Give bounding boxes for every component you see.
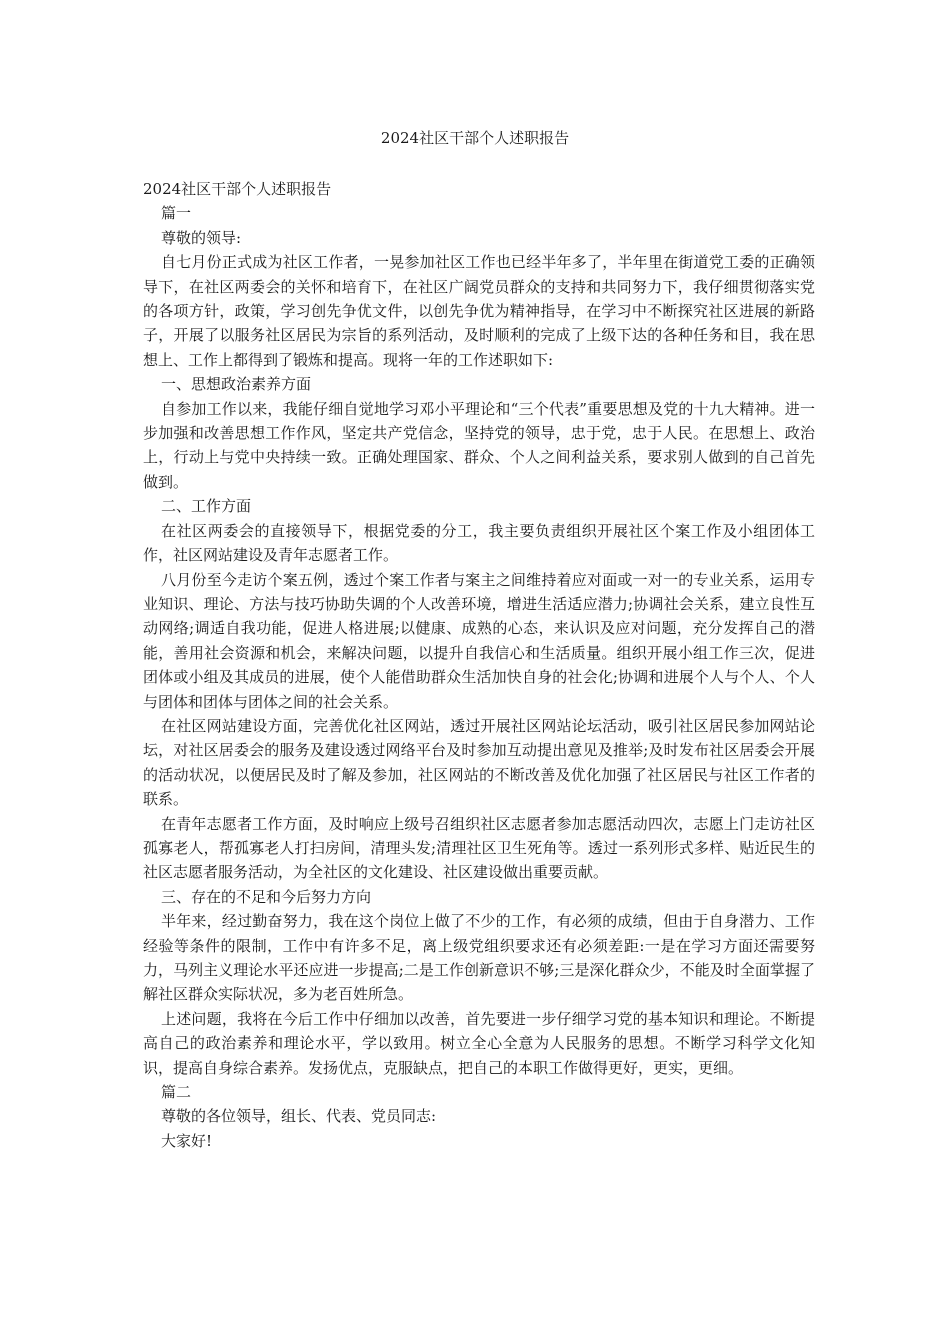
section-heading-shortcomings: 三、存在的不足和今后努力方向 (161, 887, 372, 906)
section-heading-work: 二、工作方面 (161, 497, 252, 516)
paragraph-volunteer: 在青年志愿者工作方面，及时响应上级号召组织社区志愿者参加志愿活动四次，志愿上门走访社区孤寡老人，帮孤寡老人打扫房间，清理头发;清理社区卫生死角等。透过一系列形式多样、贴近民生的社区志愿者服务活动，为全社区的文化建设、社区建设做出重要贡献。 (143, 814, 815, 882)
salutation-part-two: 尊敬的各位领导，组长、代表、党员同志: (161, 1107, 437, 1126)
paragraph-work-overview: 在社区两委会的直接领导下，根据党委的分工，我主要负责组织开展社区个案工作及小组团体工作，社区网站建设及青年志愿者工作。 (143, 521, 815, 565)
document-body (143, 177, 815, 1153)
paragraph-intro: 自七月份正式成为社区工作者，一晃参加社区工作也已经半年多了，半年里在街道党工委的正确领导下，在社区两委会的关怀和培育下，在社区广阔党员群众的支持和共同努力下，我仔细贯彻落实党的各项方针，政策，学习创先争优文件，以创先争优为精神指导，在学习中不断探究社区进展的新路子，开展了以服务社区居民为宗旨的系列活动，及时顺利的完成了上级下达的各种任务和目，我在思想上、工作上都得到了锻炼和提高。现将一年的工作述职如下: (143, 253, 815, 369)
section-heading-political: 一、思想政治素养方面 (161, 375, 312, 394)
section-heading-part-two: 篇二 (161, 1083, 192, 1102)
salutation: 尊敬的领导: (161, 228, 242, 247)
document-subtitle: 2024社区干部个人述职报告 (143, 180, 332, 198)
section-heading-part-one: 篇一 (161, 204, 192, 223)
paragraph-casework: 八月份至今走访个案五例，透过个案工作者与案主之间维持着应对面或一对一的专业关系，运用专业知识、理论、方法与技巧协助失调的个人改善环境，增进生活适应潜力;协调社会关系，建立良性互动网络;调适自我功能，促进人格进展;以健康、成熟的心态，来认识及应对问题，充分发挥自己的潜能，善用社会资源和机会，来解决问题，以提升自我信心和生活质量。组织开展小组工作三次，促进团体或小组及其成员的进展，使个人能借助群众生活加快自身的社会化;协调和进展个人与个人、个人与团体和团体与团体之间的社会关系。 (143, 570, 815, 711)
paragraph-political: 自参加工作以来，我能仔细自觉地学习邓小平理论和“三个代表”重要思想及党的十九大精神。进一步加强和改善思想工作作风，坚定共产党信念，坚持党的领导，忠于党，忠于人民。在思想上、政治上，行动上与党中央持续一致。正确处理国家、群众、个人之间利益关系，要求别人做到的自己首先做到。 (143, 399, 815, 491)
document-title: 2024社区干部个人述职报告 (380, 129, 570, 147)
paragraph-website: 在社区网站建设方面，完善优化社区网站，透过开展社区网站论坛活动，吸引社区居民参加网站论坛，对社区居委会的服务及建设透过网络平台及时参加互动提出意见及推举;及时发布社区居委会开展的活动状况，以便居民及时了解及参加，社区网站的不断改善及优化加强了社区居民与社区工作者的联系。 (143, 716, 815, 809)
greeting: 大家好! (161, 1131, 213, 1150)
paragraph-shortcomings: 半年来，经过勤奋努力，我在这个岗位上做了不少的工作，有必须的成绩，但由于自身潜力、工作经验等条件的限制，工作中有许多不足，离上级党组织要求还有必须差距:一是在学习方面还需要努力，马列主义理论水平还应进一步提高;二是工作创新意识不够;三是深化群众少，不能及时全面掌握了解社区群众实际状况，多为老百姓所急。 (143, 912, 815, 1004)
paragraph-improvement: 上述问题，我将在今后工作中仔细加以改善，首先要进一步仔细学习党的基本知识和理论。不断提高自己的政治素养和理论水平，学以致用。树立全心全意为人民服务的思想。不断学习科学文化知识，提高自身综合素养。发扬优点，克服缺点，把自己的本职工作做得更好，更实，更细。 (143, 1009, 815, 1077)
